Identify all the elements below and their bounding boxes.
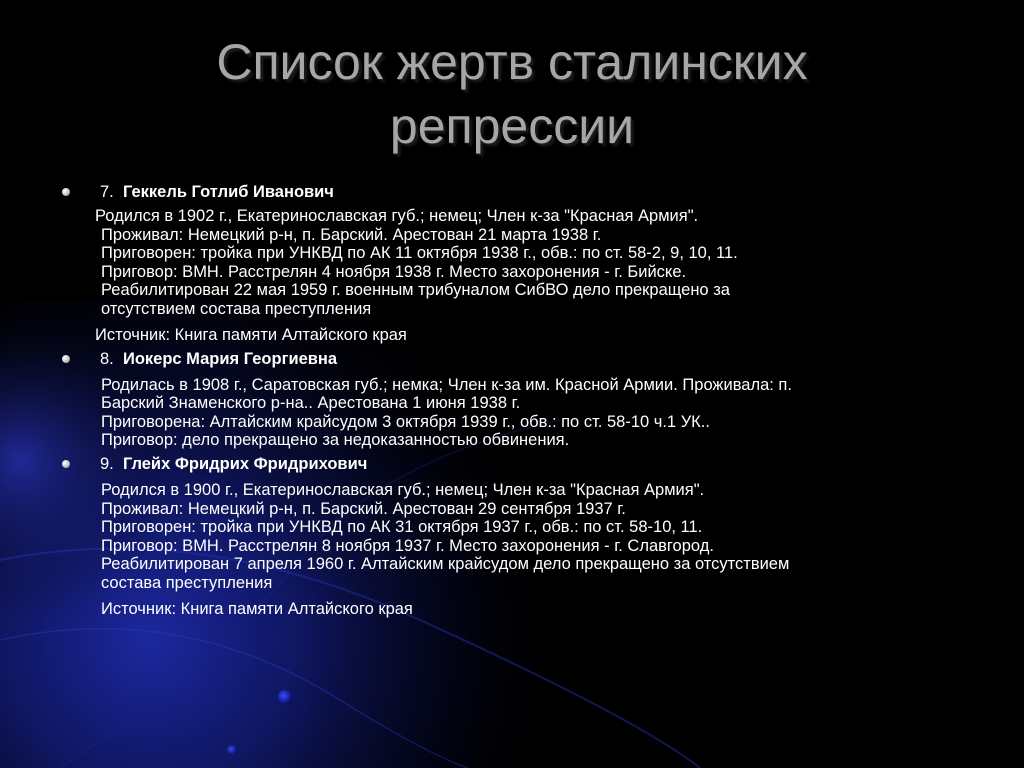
- entry-detail-line: Приговор: ВМН. Расстрелян 8 ноября 1937 г. Место захоронения - г. Славгород.: [101, 536, 714, 555]
- entry-heading: [60, 347, 980, 372]
- victims-list: [60, 180, 980, 621]
- list-item: [60, 180, 980, 347]
- entry-name: Геккель Готлиб Иванович: [122, 183, 334, 201]
- slide-title: [0, 30, 1024, 158]
- entry-detail-line: Родилась в 1908 г., Саратовская губ.; немка; Член к-за им. Красной Армии. Проживала: п.: [101, 375, 792, 394]
- entry-detail-line: Барский Знаменского р-на.. Арестована 1 июня 1938 г.: [101, 394, 521, 413]
- entry-heading: [60, 180, 980, 205]
- entry-detail-line: Реабилитирован 22 мая 1959 г. военным трибуналом СибВО дело прекращено за: [101, 281, 730, 300]
- list-item: [60, 347, 980, 450]
- bullet-icon: [62, 460, 70, 468]
- entry-name: Глейх Фридрих Фридрихович: [122, 454, 368, 473]
- entry-number: 9.: [100, 454, 119, 473]
- entry-detail-line: Приговорен: тройка при УНКВД по АК 31 октября 1937 г., обв.: по ст. 58-10, 11.: [101, 518, 703, 537]
- entry-detail-line: Приговор: дело прекращено за недоказанностью обвинения.: [101, 431, 570, 450]
- entry-detail-line: Приговорена: Алтайским крайсудом 3 октября 1939 г., обв.: по ст. 58-10 ч.1 УК..: [101, 412, 710, 431]
- entry-detail-line: Приговор: ВМН. Расстрелян 4 ноября 1938 г. Место захоронения - г. Бийске.: [101, 262, 687, 281]
- entry-detail-line: Родился в 1902 г., Екатеринославская губ.; немец; Член к-за "Красная Армия".: [95, 207, 699, 225]
- entry-number: 8.: [100, 349, 119, 368]
- entry-detail-line: отсутствием состава преступления: [101, 299, 372, 318]
- slide-title-line-1: Список жертв сталинских: [216, 34, 808, 90]
- entry-detail-line: Родился в 1900 г., Екатеринославская губ.; немец; Член к-за "Красная Армия".: [101, 480, 705, 499]
- entry-detail-line: Приговорен: тройка при УНКВД по АК 11 октября 1938 г., обв.: по ст. 58-2, 9, 10, 11.: [101, 244, 738, 263]
- bullet-icon: [62, 188, 70, 196]
- entry-detail-line: Реабилитирован 7 апреля 1960 г. Алтайским крайсудом дело прекращено за отсутствием: [101, 555, 790, 574]
- list-item: [60, 452, 980, 621]
- entry-detail-line: состава преступления: [101, 573, 273, 592]
- entry-heading: [60, 452, 980, 477]
- entry-source: Источник: Книга памяти Алтайского края: [101, 599, 413, 618]
- entry-details: [60, 207, 980, 319]
- slide-title-line-2: репрессии: [389, 98, 635, 154]
- entry-source: Источник: Книга памяти Алтайского края: [95, 325, 407, 344]
- entry-detail-line: Проживал: Немецкий р-н, п. Барский. Арестован 29 сентября 1937 г.: [101, 499, 626, 518]
- bullet-icon: [62, 355, 70, 363]
- entry-name: Иокерс Мария Георгиевна: [122, 349, 338, 368]
- entry-number: 7.: [100, 183, 119, 201]
- entry-details: [60, 376, 980, 450]
- entry-detail-line: Проживал: Немецкий р-н, п. Барский. Арестован 21 марта 1938 г.: [101, 225, 602, 244]
- entry-details: [60, 481, 980, 593]
